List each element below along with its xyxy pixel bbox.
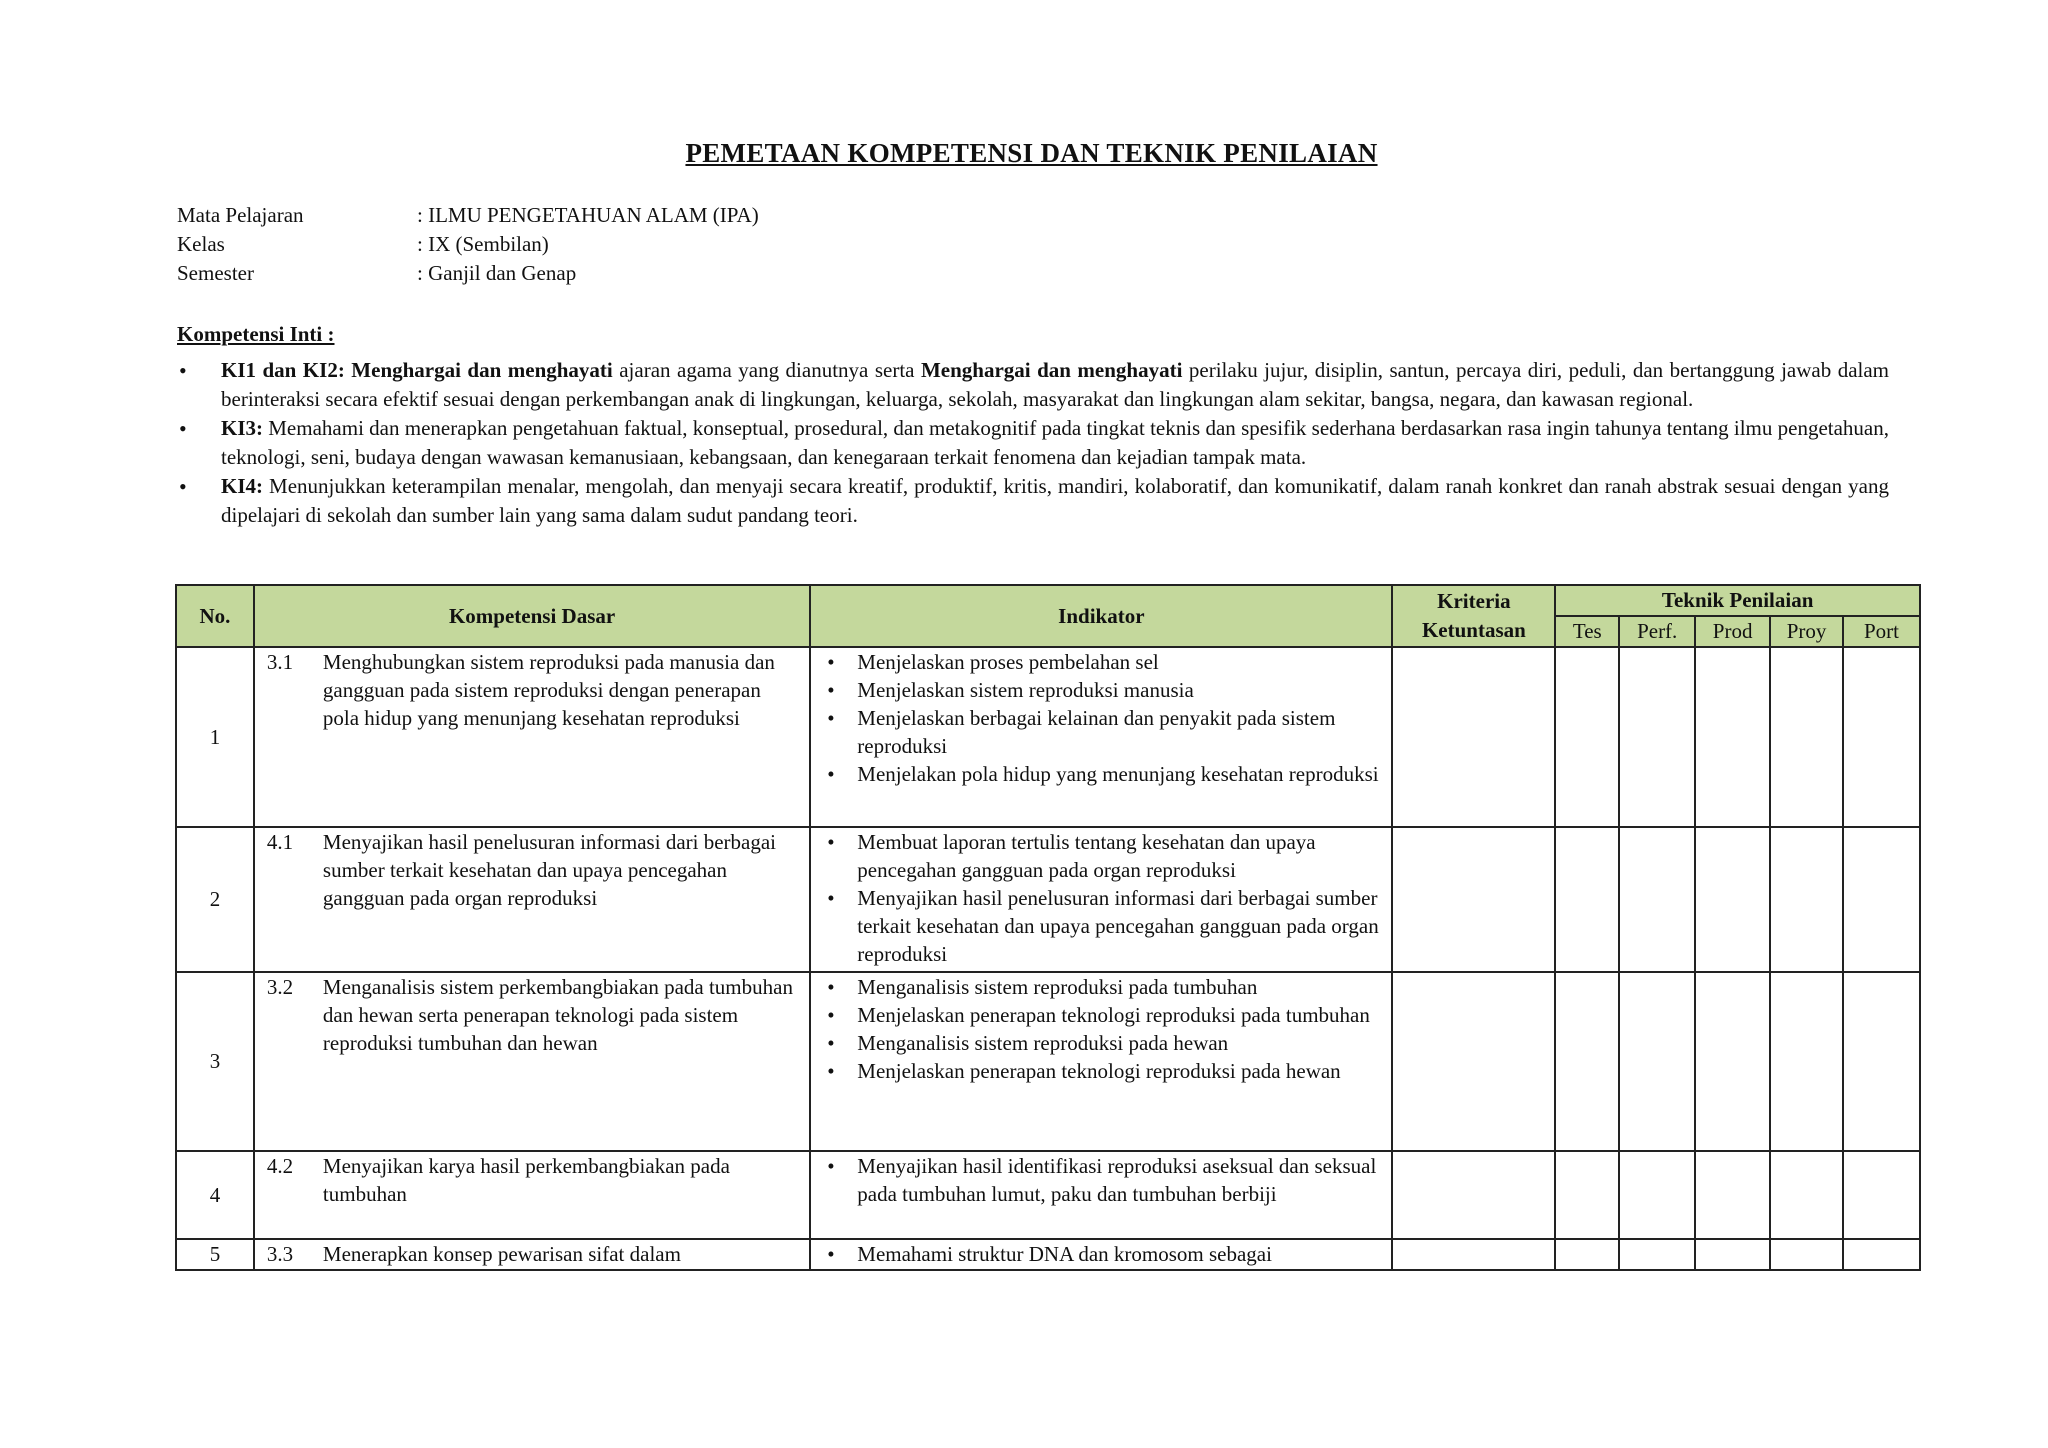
meta-row-semester	[177, 259, 759, 288]
core-competence-list	[177, 356, 1889, 530]
basic-competence	[255, 1152, 809, 1208]
table-body	[176, 647, 1920, 1270]
row-number: 5	[176, 1239, 254, 1270]
perf-cell	[1619, 972, 1695, 1151]
header-indicator: Indikator	[810, 585, 1392, 647]
proy-cell	[1770, 972, 1843, 1151]
indicator-item: • Membuat laporan tertulis tentang kesehatan dan upaya pencegahan gangguan pada organ reproduksi	[811, 828, 1383, 884]
core-competence-code: KI3:	[221, 416, 263, 440]
basic-competence-cell	[254, 1239, 810, 1270]
indicator-item: • Menjelaskan penerapan teknologi reproduksi pada hewan	[811, 1057, 1383, 1085]
completion-criteria-cell	[1392, 647, 1555, 827]
port-cell	[1843, 827, 1920, 972]
meta-label: Kelas	[177, 232, 225, 256]
table-row	[176, 647, 1920, 827]
table-row	[176, 1151, 1920, 1239]
port-cell	[1843, 1239, 1920, 1270]
competence-text: Menyajikan karya hasil perkembangbiakan pada tumbuhan	[322, 1154, 730, 1206]
indicator-cell	[810, 972, 1392, 1151]
meta-label: Mata Pelajaran	[177, 203, 304, 227]
core-competence-item	[177, 414, 1889, 472]
row-number: 4	[176, 1151, 254, 1239]
perf-cell	[1619, 1151, 1695, 1239]
meta-label: Semester	[177, 261, 254, 285]
perf-cell	[1619, 827, 1695, 972]
core-competence-item	[177, 472, 1889, 530]
basic-competence-cell	[254, 972, 810, 1151]
core-competence-text: Memahami dan menerapkan pengetahuan faktual, konseptual, prosedural, dan metakognitif pada tingkat teknis dan spesifik sederhana berdasarkan rasa ingin tahunya tentang ilmu pengetahuan, teknologi, seni, budaya dengan wawasan kemanusiaan, kebangsaan, dan kenegaraan terkait fenomena dan kejadian tampak mata.	[221, 416, 1889, 469]
indicator-list	[811, 1240, 1391, 1268]
indicator-item: • Menjelaskan sistem reproduksi manusia	[811, 676, 1383, 704]
perf-cell	[1619, 1239, 1695, 1270]
header-no: No.	[176, 585, 254, 647]
core-competence-heading: Kompetensi Inti :	[177, 322, 335, 346]
header-prod: Prod	[1695, 616, 1770, 647]
document-title: PEMETAAN KOMPETENSI DAN TEKNIK PENILAIAN	[685, 138, 1378, 168]
tes-cell	[1555, 1239, 1619, 1270]
indicator-item: • Menjelaskan proses pembelahan sel	[811, 648, 1383, 676]
tes-cell	[1555, 827, 1619, 972]
basic-competence-cell	[254, 827, 810, 972]
core-competence-text: perilaku jujur, disiplin, santun, percaya diri, peduli, dan bertanggung jawab dalam berinteraksi secara efektif sesuai dengan perkembangan anak di lingkungan, keluarga, sekolah, masyarakat dan lingkungan alam sekitar, bangsa, negara, dan kawasan regional.	[221, 358, 1890, 411]
basic-competence-cell	[254, 647, 810, 827]
completion-criteria-cell	[1392, 1151, 1555, 1239]
row-number: 1	[176, 647, 254, 827]
indicator-item: • Menganalisis sistem reproduksi pada tumbuhan	[811, 973, 1383, 1001]
prod-cell	[1695, 647, 1770, 827]
tes-cell	[1555, 1151, 1619, 1239]
competence-code: 3.1	[266, 650, 294, 674]
core-competence-text: ajaran agama yang dianutnya serta	[612, 358, 921, 382]
table-row	[176, 827, 1920, 972]
basic-competence	[255, 648, 809, 732]
basic-competence	[255, 1240, 809, 1268]
indicator-item: • Menjelaskan berbagai kelainan dan penyakit pada sistem reproduksi	[811, 704, 1383, 760]
competence-code: 3.3	[266, 1242, 294, 1266]
indicator-item: • Menjelaskan penerapan teknologi reproduksi pada tumbuhan	[811, 1001, 1383, 1029]
indicator-item: • Menganalisis sistem reproduksi pada hewan	[811, 1029, 1383, 1057]
indicator-item: • Menyajikan hasil penelusuran informasi dari berbagai sumber terkait kesehatan dan upaya pencegahan gangguan pada organ reproduksi	[811, 884, 1383, 968]
row-number: 2	[176, 827, 254, 972]
core-competence-item	[177, 356, 1889, 414]
competence-text: Menyajikan hasil penelusuran informasi dari berbagai sumber terkait kesehatan dan upaya pencegahan gangguan pada organ reproduksi	[322, 830, 777, 910]
table-row	[176, 1239, 1920, 1270]
core-competence-code: KI1 dan KI2:	[221, 358, 345, 382]
header-basic-competence: Kompetensi Dasar	[254, 585, 810, 647]
prod-cell	[1695, 827, 1770, 972]
proy-cell	[1770, 1151, 1843, 1239]
indicator-item: • Menjelakan pola hidup yang menunjang kesehatan reproduksi	[811, 760, 1383, 788]
port-cell	[1843, 972, 1920, 1151]
header-perf: Perf.	[1619, 616, 1695, 647]
core-competence-text: Menunjukkan keterampilan menalar, mengolah, dan menyaji secara kreatif, produktif, kritis, mandiri, kolaboratif, dan komunikatif, dalam ranah konkret dan ranah abstrak sesuai dengan yang dipelajari di sekolah dan sumber lain yang sama dalam sudut pandang teori.	[221, 474, 1889, 527]
competence-text: Menganalisis sistem perkembangbiakan pada tumbuhan dan hewan serta penerapan teknologi pada sistem reproduksi tumbuhan dan hewan	[322, 975, 793, 1055]
proy-cell	[1770, 827, 1843, 972]
basic-competence	[255, 828, 809, 912]
competence-text: Menghubungkan sistem reproduksi pada manusia dan gangguan pada sistem reproduksi dengan penerapan pola hidup yang menunjang kesehatan reproduksi	[322, 650, 775, 730]
subject-info	[177, 201, 759, 288]
row-number: 3	[176, 972, 254, 1151]
header-port: Port	[1843, 616, 1920, 647]
indicator-list	[811, 973, 1391, 1085]
competence-code: 4.2	[266, 1154, 294, 1178]
competence-table	[175, 584, 1921, 1271]
table-row	[176, 972, 1920, 1151]
tes-cell	[1555, 972, 1619, 1151]
emphasis-text: Menghargai dan menghayati	[351, 358, 613, 382]
completion-criteria-cell	[1392, 972, 1555, 1151]
header-proy: Proy	[1770, 616, 1843, 647]
proy-cell	[1770, 1239, 1843, 1270]
meta-value: : IX (Sembilan)	[417, 232, 549, 256]
indicator-cell	[810, 827, 1392, 972]
competence-code: 3.2	[266, 975, 294, 999]
indicator-item: • Memahami struktur DNA dan kromosom sebagai	[811, 1240, 1383, 1268]
header-tes: Tes	[1555, 616, 1619, 647]
meta-value: : Ganjil dan Genap	[417, 261, 577, 285]
tes-cell	[1555, 647, 1619, 827]
core-competence-code: KI4:	[221, 474, 263, 498]
prod-cell	[1695, 1151, 1770, 1239]
proy-cell	[1770, 647, 1843, 827]
emphasis-text: Menghargai dan menghayati	[920, 358, 1183, 382]
indicator-list	[811, 648, 1391, 788]
indicator-list	[811, 828, 1391, 968]
competence-text: Menerapkan konsep pewarisan sifat dalam	[322, 1242, 681, 1266]
prod-cell	[1695, 972, 1770, 1151]
prod-cell	[1695, 1239, 1770, 1270]
header-assessment-technique: Teknik Penilaian	[1555, 585, 1920, 616]
indicator-cell	[810, 1239, 1392, 1270]
indicator-item: • Menyajikan hasil identifikasi reproduksi aseksual dan seksual pada tumbuhan lumut, paku dan tumbuhan berbiji	[811, 1152, 1383, 1208]
indicator-cell	[810, 647, 1392, 827]
competence-code: 4.1	[266, 830, 294, 854]
completion-criteria-cell	[1392, 827, 1555, 972]
perf-cell	[1619, 647, 1695, 827]
indicator-cell	[810, 1151, 1392, 1239]
basic-competence	[255, 973, 809, 1057]
meta-row-subject	[177, 201, 759, 230]
basic-competence-cell	[254, 1151, 810, 1239]
port-cell	[1843, 647, 1920, 827]
indicator-list	[811, 1152, 1391, 1208]
meta-row-class	[177, 230, 759, 259]
port-cell	[1843, 1151, 1920, 1239]
meta-value: : ILMU PENGETAHUAN ALAM (IPA)	[417, 203, 759, 227]
header-completion-criteria: Kriteria Ketuntasan	[1392, 585, 1555, 647]
completion-criteria-cell	[1392, 1239, 1555, 1270]
